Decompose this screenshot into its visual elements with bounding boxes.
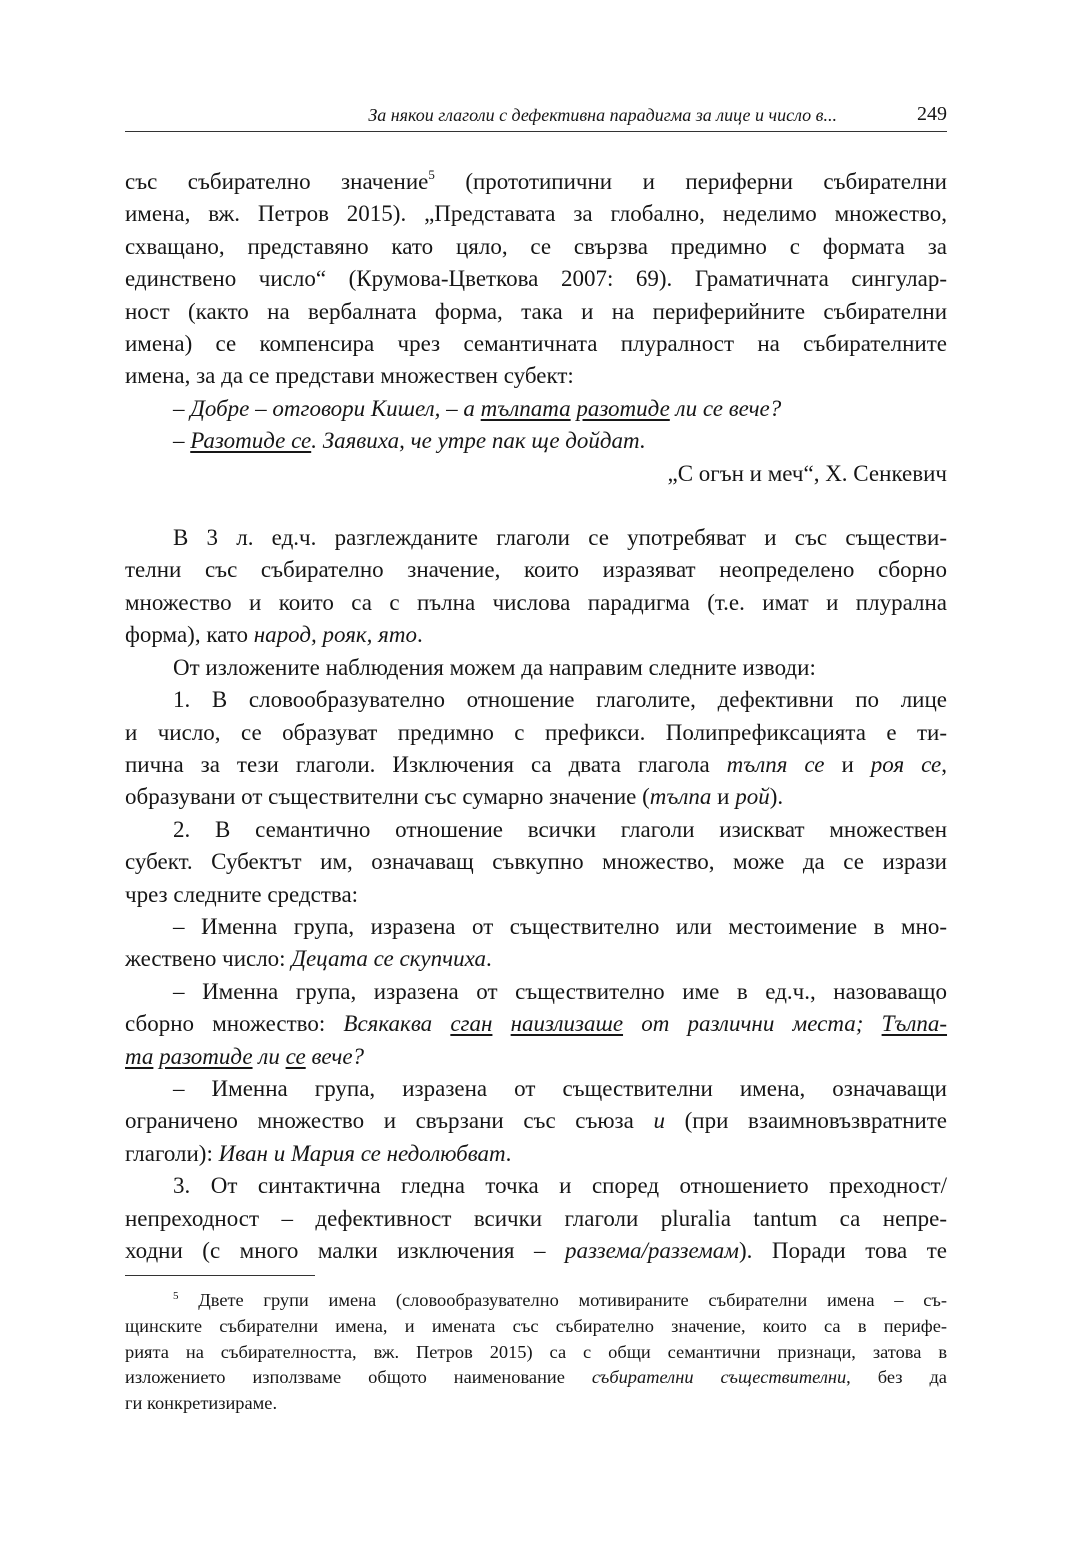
running-header xyxy=(125,103,947,132)
italic-text: вече? xyxy=(305,1043,365,1069)
text-line: – Именна група, изразена от съществителни имена, означаващи xyxy=(173,1075,947,1101)
text-line xyxy=(125,619,947,651)
running-title: За някои глаголи с дефективна парадигма за лице и число в... xyxy=(368,105,837,125)
text-run: глаголи): xyxy=(125,1140,219,1166)
footnote-separator xyxy=(125,1275,315,1276)
page-number: 249 xyxy=(917,103,947,125)
text-line: имена, за да се представи множествен субект: xyxy=(125,363,574,389)
text-run: сборно множество: xyxy=(125,1011,344,1037)
text-line xyxy=(125,1041,947,1073)
footnote-line: рията на събирателността, вж. Петров 2015) са с общи семантични признаци, затова в xyxy=(125,1341,947,1362)
paragraph-1 xyxy=(125,166,947,393)
text-line: имена) се компенсира чрез семантичната плуралност на събирателните xyxy=(125,331,947,357)
text-run: ). Поради това те xyxy=(738,1238,948,1263)
text-line: и число, се образуват предимно с префикси. Полипрефиксацията е ти- xyxy=(125,719,947,745)
italic-text: народ, рояк, ято xyxy=(253,622,417,648)
footnote-line: щинските събирателни имена, и имената със събирателно значение, които са в перифе- xyxy=(125,1315,947,1336)
list-item-1 xyxy=(125,684,947,814)
text-line: чрез следните средства: xyxy=(125,881,359,907)
text-line: 1. В словообразувателно отношение глаголите, дефективни по лице xyxy=(173,687,947,713)
text-line: непреходност – дефективност всички глаголи pluralia tantum са непре- xyxy=(125,1205,947,1231)
underlined-text: Тълпа- xyxy=(881,1011,948,1037)
underlined-text: та xyxy=(125,1043,154,1069)
text-run: (при взаимновъзвратните xyxy=(664,1108,947,1134)
italic-text: ли се вече? xyxy=(669,395,782,421)
text-run: жествено число: xyxy=(125,946,292,972)
footnote-reference[interactable]: 5 xyxy=(428,167,435,182)
text-line xyxy=(125,749,947,781)
body-text xyxy=(125,166,947,1267)
footnote-line xyxy=(125,1365,947,1391)
footnote-mark: 5 xyxy=(173,1290,179,1302)
text-line: схващано, представяно като цяло, се свързва предимно с формата за xyxy=(125,233,947,259)
text-line: – Именна група, изразена от съществително име в ед.ч., назоваващо xyxy=(173,978,947,1004)
italic-text xyxy=(492,1011,510,1036)
footnote-line xyxy=(125,1288,947,1314)
italic-text: Децата се скупчиха xyxy=(291,946,487,972)
underlined-text: Разотиде се xyxy=(190,428,312,454)
text-line: От изложените наблюдения можем да направим следните изводи: xyxy=(173,654,816,680)
text-run: . xyxy=(505,1140,512,1166)
text-run: ). xyxy=(769,784,784,810)
text-line: 3. От синтактична гледна точка и според отношението преходност/ xyxy=(173,1173,947,1199)
text-line xyxy=(125,1105,947,1137)
text-run: и xyxy=(824,751,871,777)
text-run: форма), като xyxy=(125,622,254,648)
text-line xyxy=(125,1008,947,1040)
text-run: със събирателно значение xyxy=(125,169,429,194)
sub-item-1 xyxy=(125,911,947,976)
underlined-text: наизлизаше xyxy=(510,1011,624,1037)
text-line: единствено число“ (Крумова-Цветкова 2007: 69). Граматичната сингулар- xyxy=(125,266,947,292)
italic-text: и xyxy=(653,1108,665,1134)
sub-item-3 xyxy=(125,1073,947,1170)
text-run: пична за тези глаголи. Изключения са двата глагола xyxy=(125,751,727,777)
list-item-2 xyxy=(125,814,947,911)
text-run: , xyxy=(941,751,947,777)
text-run: ходни (с много малки изключения – xyxy=(125,1238,565,1263)
italic-text: от различни места; xyxy=(623,1011,882,1037)
paragraph-2 xyxy=(125,522,947,652)
underlined-text: разотиде xyxy=(576,395,670,421)
italic-text: Иван и Мария се недолюбват xyxy=(218,1140,506,1166)
text-line: субект. Субектът им, означаващ съвкупно множество, може да се изрази xyxy=(125,849,947,875)
underlined-text: разотиде xyxy=(159,1043,253,1069)
italic-text: ли xyxy=(252,1043,286,1069)
text-run: и xyxy=(711,784,736,810)
text-run: Двете групи имена (словообразувателно мотивираните събирателни имена – съ- xyxy=(178,1290,947,1310)
footnote-line: ги конкретизираме. xyxy=(125,1393,278,1414)
italic-text: – xyxy=(173,428,191,454)
italic-text: събирателни съществителни xyxy=(591,1367,847,1388)
list-item-3 xyxy=(125,1170,947,1267)
quote-line xyxy=(125,393,947,425)
underlined-text: тълпата xyxy=(480,395,571,421)
underlined-text: сган xyxy=(450,1011,493,1037)
text-run: ограничено множество и свързани със съюза xyxy=(125,1108,654,1134)
text-run: , без да xyxy=(846,1367,947,1388)
text-line: 2. В семантично отношение всички глаголи изискват множествен xyxy=(173,816,947,842)
text-line: – Именна група, изразена от съществително или местоимение в мно- xyxy=(173,913,947,939)
text-run: . xyxy=(486,946,492,972)
quote-source: „С огън и меч“, Х. Сенкевич xyxy=(667,460,947,486)
italic-text: роя се xyxy=(870,751,942,777)
italic-text: рой xyxy=(735,784,770,810)
italic-text: Всякаква xyxy=(343,1011,451,1037)
text-line xyxy=(125,1235,947,1267)
text-run: . xyxy=(416,622,423,648)
text-line xyxy=(125,943,947,975)
text-line xyxy=(125,1138,947,1170)
quotation xyxy=(125,393,947,490)
quote-line xyxy=(125,425,947,457)
sub-item-2 xyxy=(125,976,947,1073)
text-line: множество и които са с пълна числова парадигма (т.е. имат и плурална xyxy=(125,589,947,615)
paragraph-3 xyxy=(125,652,947,684)
text-line: В 3 л. ед.ч. разглежданите глаголи се употребяват и със съществи- xyxy=(173,525,947,551)
text-run: (прототипични и периферни събирателни xyxy=(434,169,947,194)
italic-text: тълпа xyxy=(649,784,712,810)
italic-text: – Добре – отговори Кишел, – а xyxy=(173,395,481,421)
text-line: имена, вж. Петров 2015). „Представата за глобално, неделимо множество, xyxy=(125,201,947,227)
underlined-text: се xyxy=(285,1043,306,1069)
italic-text: раззема/разземам xyxy=(565,1238,739,1263)
text-line: ност (както на вербалната форма, така и на периферийните събирателни xyxy=(125,298,947,324)
italic-text: . Заявиха, че утре пак ще дойдат. xyxy=(311,428,646,454)
text-line xyxy=(125,781,947,813)
italic-text: тълпя се xyxy=(726,751,825,777)
text-line xyxy=(125,166,947,198)
spacer xyxy=(125,490,947,522)
text-line: телни със събирателно значение, които изразяват неопределено сборно xyxy=(125,557,947,583)
text-run: изложението използваме общото наименование xyxy=(125,1367,592,1388)
footnote-5 xyxy=(125,1288,947,1417)
text-run: образувани от съществителни със сумарно значение ( xyxy=(125,784,650,810)
